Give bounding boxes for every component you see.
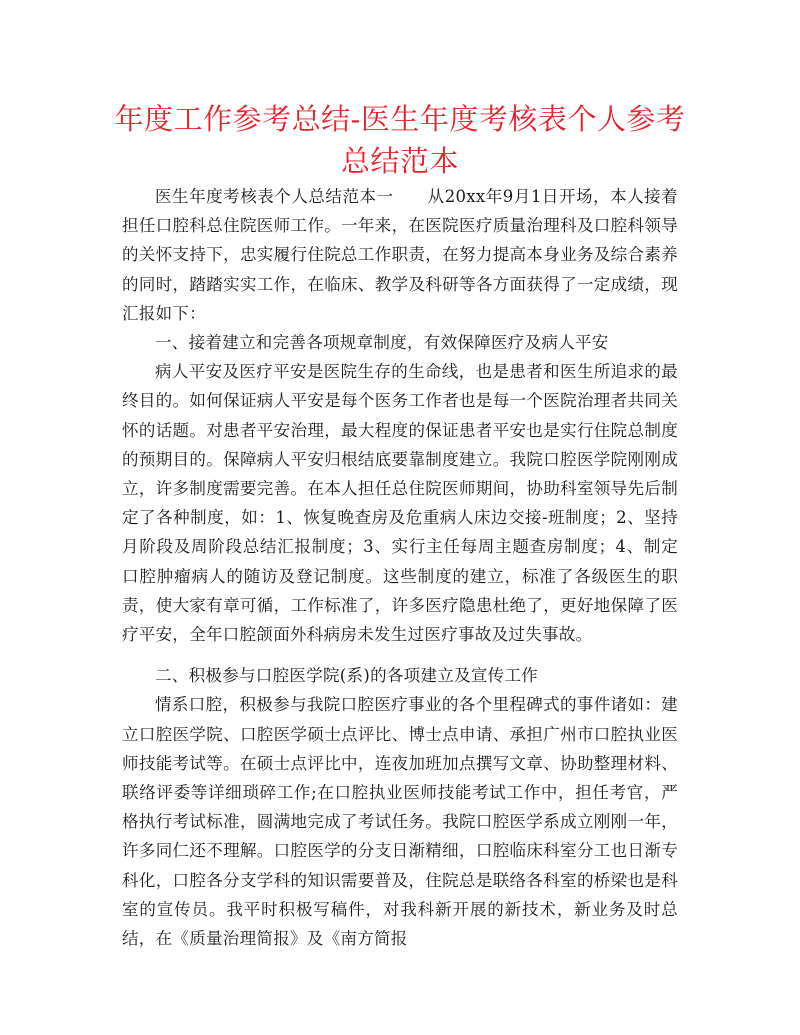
paragraph-intro: 医生年度考核表个人总结范本一 从20xx年9月1日开场，本人接着担任口腔科总住院医师工作。一年来，在医院医疗质量治理科及口腔科领导的关怀支持下，忠实履行住院总工作职责，在努力提高本身业务及综合素养的同时，踏踏实实工作，在临床、教学及科研等各方面获得了一定成绩，现汇报如下： [122, 187, 678, 323]
document-title: 年度工作参考总结-医生年度考核表个人参考总结范本 [114, 102, 686, 178]
paragraph-patient-safety: 病人平安及医疗平安是医院生存的生命线，也是患者和医生所追求的最终目的。如何保证病人平安是每个医务工作者也是每一个医院治理者共同关怀的话题。对患者平安治理，最大程度的保证患者平安也是实行住院总制度的预期目的。保障病人平安归根结底要靠制度建立。我院口腔医学院刚刚成立，许多制度需要完善。在本人担任总住院医师期间，协助科室领导先后制定了各种制度，如：1、恢复晚查房及危重病人床边交接-班制度；2、坚持月阶段及周阶段总结汇报制度；3、实行主任每周主题查房制度；4、制定口腔肿瘤病人的随访及登记制度。这些制度的建立，标准了各级医生的职责，使大家有章可循，工作标准了，许多医疗隐患杜绝了，更好地保障了医疗平安，全年口腔颌面外科病房未发生过医疗事故及过失事故。 [122, 362, 678, 645]
section-heading-1: 一、接着建立和完善各项规章制度，有效保障医疗及病人平安 [155, 333, 609, 353]
document-body [122, 182, 678, 953]
section-heading-2: 二、积极参与口腔医学院(系)的各项建立及宣传工作 [155, 666, 539, 686]
paragraph-promotion: 情系口腔，积极参与我院口腔医疗事业的各个里程碑式的事件诸如：建立口腔医学院、口腔医学硕士点评比、博士点申请、承担广州市口腔执业医师技能考试等。在硕士点评比中，连夜加班加点撰写文章、协助整理材料、联络评委等详细琐碎工作;在口腔执业医师技能考试工作中，担任考官，严格执行考试标准，圆满地完成了考试任务。我院口腔医学系成立刚刚一年，许多同仁还不理解。口腔医学的分支日渐精细，口腔临床科室分工也日渐专科化，口腔各分支学科的知识需要普及，住院总是联络各科室的桥梁也是科室的宣传员。我平时积极写稿件，对我科新开展的新技术，新业务及时总结，在《质量治理简报》及《南方简报 [122, 695, 678, 949]
